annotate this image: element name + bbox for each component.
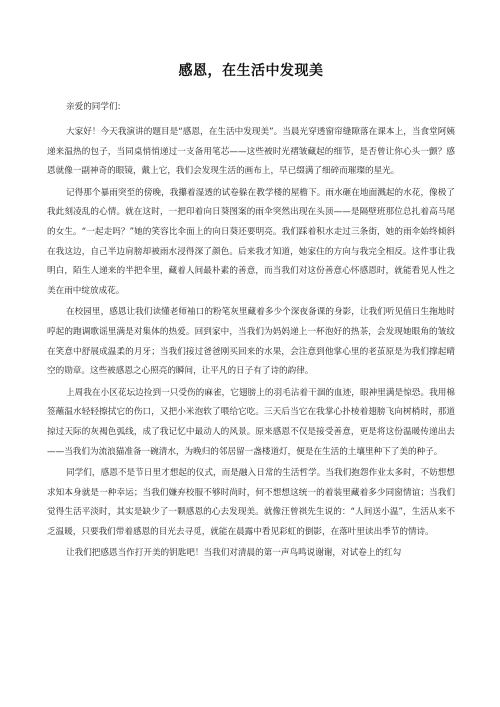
paragraph-2: 记得那个暴雨突至的傍晚，我攥着湿透的试卷躲在教学楼的屋檐下。雨水砸在地面溅起的水花，像极了我此刻凌乱的心情。就在这时，一把印着向日葵图案的雨伞突然出现在头顶——是隔壁班那位总扎着高马尾的女生。“一起走吗？”她的笑容比伞面上的向日葵还要明亮。我们踩着积水走过三条街，她的雨伞始终倾斜在我这边，自己半边肩膀却被雨水浸得深了颜色。后来我才知道，她家住的方向与我完全相反。这件事让我明白，陌生人递来的半把伞里，藏着人间最朴素的善意，而当我们对这份善意心怀感恩时，就能看见人性之美在雨中绽放成花。 <box>47 187 455 296</box>
paragraph-6: 让我们把感恩当作打开美的钥匙吧！当我们对清晨的第一声鸟鸣说谢谢，对试卷上的红勾 <box>66 548 402 559</box>
paragraph-4: 上周我在小区花坛边捡到一只受伤的麻雀，它翅膀上的羽毛沾着干涸的血迹，眼神里满是惊恐。我用棉签蘸温水轻轻擦拭它的伤口，又把小米泡软了喂给它吃。三天后当它在我掌心扑棱着翅膀飞向树梢时，那道掠过天际的灰褐色弧线，成了我记忆中最动人的风景。原来感恩不仅是接受善意，更是将这份温暖传递出去——当我们为流浪猫准备一碗清水，为晚归的邻居留一盏楼道灯，便是在生活的土壤里种下了美的种子。 <box>47 387 455 457</box>
document-title: 感恩，在生活中发现美 <box>178 63 324 79</box>
paragraph-5: 同学们，感恩不是节日里才想起的仪式，而是融入日常的生活哲学。当我们抱怨作业太多时，不妨想想求知本身就是一种幸运；当我们嫌弃校服不够时尚时，何不想想这统一的着装里藏着多少同窗情谊；当我们觉得生活平淡时，其实是缺少了一颗感恩的心去发现美。就像汪曾祺先生说的：“人间送小温”，生活从来不乏温暖，只要我们带着感恩的目光去寻觅，就能在晨露中看见彩虹的倒影，在落叶里读出季节的情诗。 <box>47 468 455 537</box>
greeting: 亲爱的同学们: <box>66 102 121 112</box>
paragraph-1: 大家好！今天我演讲的题目是“感恩，在生活中发现美”。当晨光穿透窗帘缝隙落在课本上，当食堂阿姨递来温热的包子，当同桌悄悄递过一支备用笔芯——这些被时光褶皱藏起的细节，是否曾让你心头一颤？感恩就像一副神奇的眼镜，戴上它，我们会发现生活的画布上，早已缀满了细碎而璀璨的星光。 <box>47 127 455 177</box>
paragraph-3: 在校园里，感恩让我们读懂老师袖口的粉笔灰里藏着多少个深夜备课的身影，让我们听见值日生拖地时哼起的跑调歌谣里满是对集体的热爱。回到家中，当我们为妈妈递上一杯泡好的热茶，会发现她眼角的皱纹在笑意中舒展成温柔的月牙；当我们接过爸爸刚买回来的水果，会注意到他掌心里的老茧原是为我们撑起晴空的勋章。这些被感恩之心照亮的瞬间，让平凡的日子有了诗的韵律。 <box>47 307 455 377</box>
